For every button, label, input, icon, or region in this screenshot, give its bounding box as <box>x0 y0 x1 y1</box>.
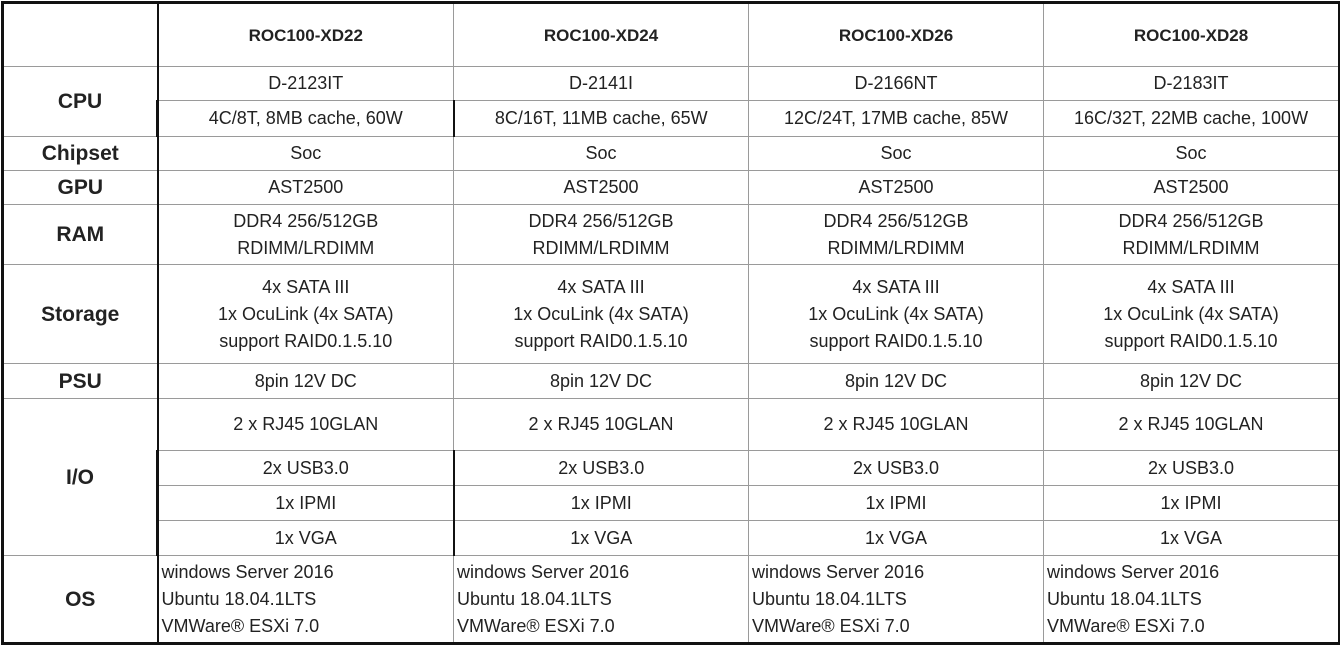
ram-line: DDR4 256/512GB <box>823 210 969 231</box>
os-cell <box>454 556 749 644</box>
storage-line: support RAID0.1.5.10 <box>1104 330 1278 351</box>
ram-row <box>3 205 1340 265</box>
row-label-gpu: GPU <box>3 171 158 205</box>
os-line: Ubuntu 18.04.1LTS <box>1047 588 1202 609</box>
storage-line: 1x OcuLink (4x SATA) <box>513 303 689 324</box>
cpu-model-row <box>3 67 1340 101</box>
storage-cell <box>749 265 1044 364</box>
os-cell <box>1044 556 1340 644</box>
io-usb-cell: 2x USB3.0 <box>454 451 749 486</box>
gpu-row <box>3 171 1340 205</box>
storage-cell <box>454 265 749 364</box>
cpu-spec-cell: 8C/16T, 11MB cache, 65W <box>454 101 749 137</box>
model-header: ROC100-XD22 <box>158 3 454 67</box>
os-line: windows Server 2016 <box>161 561 334 582</box>
cpu-model-cell: D-2166NT <box>749 67 1044 101</box>
row-label-os: OS <box>3 556 158 644</box>
cpu-model-cell: D-2141I <box>454 67 749 101</box>
storage-line: 1x OcuLink (4x SATA) <box>1103 303 1279 324</box>
gpu-cell: AST2500 <box>749 171 1044 205</box>
row-label-io: I/O <box>3 399 158 556</box>
gpu-cell: AST2500 <box>454 171 749 205</box>
row-label-storage: Storage <box>3 265 158 364</box>
cpu-spec-row <box>3 101 1340 137</box>
io-lan-row <box>3 399 1340 451</box>
ram-line: RDIMM/LRDIMM <box>532 237 670 258</box>
cpu-model-cell: D-2183IT <box>1044 67 1340 101</box>
chipset-cell: Soc <box>454 137 749 171</box>
psu-row <box>3 364 1340 399</box>
os-row <box>3 556 1340 644</box>
storage-line: 4x SATA III <box>852 276 940 297</box>
model-header: ROC100-XD26 <box>749 3 1044 67</box>
ram-line: RDIMM/LRDIMM <box>827 237 965 258</box>
storage-row <box>3 265 1340 364</box>
row-label-cpu: CPU <box>3 67 158 137</box>
os-line: Ubuntu 18.04.1LTS <box>752 588 907 609</box>
os-line: windows Server 2016 <box>1047 561 1220 582</box>
os-line: windows Server 2016 <box>457 561 630 582</box>
io-ipmi-cell: 1x IPMI <box>1044 486 1340 521</box>
row-label-ram: RAM <box>3 205 158 265</box>
io-usb-cell: 2x USB3.0 <box>158 451 454 486</box>
cpu-model-cell: D-2123IT <box>158 67 454 101</box>
ram-cell <box>158 205 454 265</box>
io-lan-cell: 2 x RJ45 10GLAN <box>1044 399 1340 451</box>
storage-line: 1x OcuLink (4x SATA) <box>808 303 984 324</box>
storage-line: support RAID0.1.5.10 <box>809 330 983 351</box>
io-ipmi-row <box>3 486 1340 521</box>
psu-cell: 8pin 12V DC <box>749 364 1044 399</box>
cpu-spec-cell: 12C/24T, 17MB cache, 85W <box>749 101 1044 137</box>
io-lan-cell: 2 x RJ45 10GLAN <box>749 399 1044 451</box>
gpu-cell: AST2500 <box>1044 171 1340 205</box>
storage-line: 4x SATA III <box>557 276 645 297</box>
ram-line: DDR4 256/512GB <box>233 210 379 231</box>
spec-comparison-table <box>1 1 1340 645</box>
storage-line: support RAID0.1.5.10 <box>219 330 393 351</box>
storage-cell <box>1044 265 1340 364</box>
ram-cell <box>1044 205 1340 265</box>
cpu-spec-cell: 4C/8T, 8MB cache, 60W <box>158 101 454 137</box>
os-line: windows Server 2016 <box>752 561 925 582</box>
io-ipmi-cell: 1x IPMI <box>454 486 749 521</box>
io-vga-cell: 1x VGA <box>1044 521 1340 556</box>
chipset-cell: Soc <box>158 137 454 171</box>
ram-cell <box>749 205 1044 265</box>
storage-line: 4x SATA III <box>262 276 350 297</box>
chipset-cell: Soc <box>1044 137 1340 171</box>
cpu-spec-cell: 16C/32T, 22MB cache, 100W <box>1044 101 1340 137</box>
io-usb-cell: 2x USB3.0 <box>749 451 1044 486</box>
corner-cell <box>3 3 158 67</box>
psu-cell: 8pin 12V DC <box>1044 364 1340 399</box>
ram-cell <box>454 205 749 265</box>
io-ipmi-cell: 1x IPMI <box>749 486 1044 521</box>
io-ipmi-cell: 1x IPMI <box>158 486 454 521</box>
ram-line: RDIMM/LRDIMM <box>1122 237 1260 258</box>
os-cell <box>158 556 454 644</box>
os-line: Ubuntu 18.04.1LTS <box>457 588 612 609</box>
ram-line: DDR4 256/512GB <box>1118 210 1264 231</box>
io-usb-cell: 2x USB3.0 <box>1044 451 1340 486</box>
os-line: VMWare® ESXi 7.0 <box>752 615 910 636</box>
psu-cell: 8pin 12V DC <box>454 364 749 399</box>
model-header: ROC100-XD24 <box>454 3 749 67</box>
model-header: ROC100-XD28 <box>1044 3 1340 67</box>
os-cell <box>749 556 1044 644</box>
header-row <box>3 3 1340 67</box>
io-vga-cell: 1x VGA <box>158 521 454 556</box>
io-lan-cell: 2 x RJ45 10GLAN <box>454 399 749 451</box>
io-vga-row <box>3 521 1340 556</box>
storage-line: 4x SATA III <box>1147 276 1235 297</box>
io-lan-cell: 2 x RJ45 10GLAN <box>158 399 454 451</box>
ram-line: DDR4 256/512GB <box>528 210 674 231</box>
os-line: VMWare® ESXi 7.0 <box>161 615 320 636</box>
storage-line: support RAID0.1.5.10 <box>514 330 688 351</box>
row-label-chipset: Chipset <box>3 137 158 171</box>
gpu-cell: AST2500 <box>158 171 454 205</box>
storage-cell <box>158 265 454 364</box>
ram-line: RDIMM/LRDIMM <box>237 237 375 258</box>
chipset-cell: Soc <box>749 137 1044 171</box>
chipset-row <box>3 137 1340 171</box>
psu-cell: 8pin 12V DC <box>158 364 454 399</box>
row-label-psu: PSU <box>3 364 158 399</box>
io-vga-cell: 1x VGA <box>454 521 749 556</box>
io-vga-cell: 1x VGA <box>749 521 1044 556</box>
os-line: Ubuntu 18.04.1LTS <box>161 588 317 609</box>
os-line: VMWare® ESXi 7.0 <box>1047 615 1205 636</box>
os-line: VMWare® ESXi 7.0 <box>457 615 615 636</box>
storage-line: 1x OcuLink (4x SATA) <box>218 303 394 324</box>
io-usb-row <box>3 451 1340 486</box>
